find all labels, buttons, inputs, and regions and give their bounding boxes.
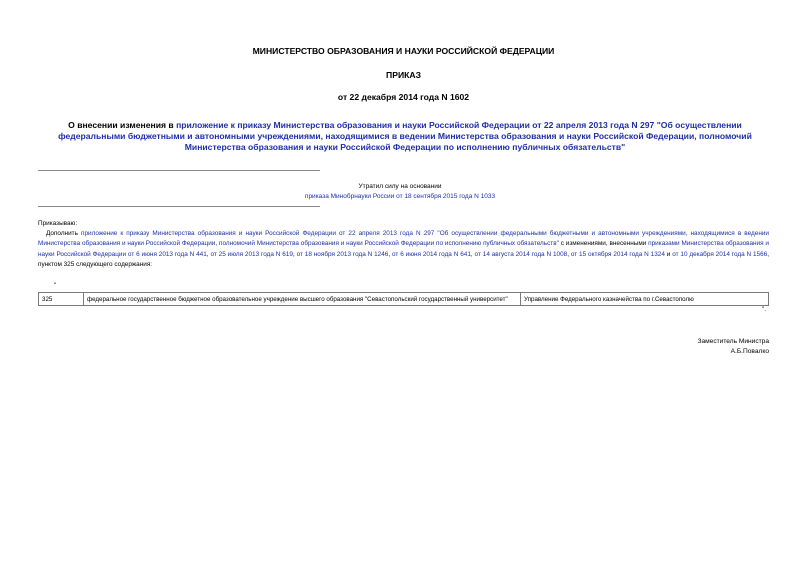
- sep: ,: [567, 250, 571, 258]
- doc-title: [50, 120, 760, 153]
- link-order-1566[interactable]: от 10 декабря 2014 года N 1566: [672, 250, 768, 258]
- link-order-1246[interactable]: от 18 ноября 2013 года N 1246: [296, 250, 389, 258]
- doc-type: ПРИКАЗ: [386, 70, 421, 80]
- link-order-641[interactable]: от 6 июня 2014 года N 641: [392, 250, 471, 258]
- doc-date: от 22 декабря 2014 года N 1602: [337, 92, 470, 102]
- sep: ,: [206, 250, 211, 258]
- lost-force-text: Утратил силу на основании: [358, 183, 442, 190]
- sep: ,: [470, 250, 475, 258]
- link-annex-297[interactable]: приложение к приказу Министерства образования и науки Российской Федерации от 22 апреля 2013 года N 297 "Об осуществлении федеральными бюджетными и автономными учреждениями, находящимися в ведении Министерства образования и науки Российской Федерации, полномочий Министерства образования и науки Российской Федерации по исполнению публичных обязательств": [38, 230, 769, 248]
- signatory-name: А.Б.Повалко: [730, 348, 769, 355]
- ministry-name: МИНИСТЕРСТВО ОБРАЗОВАНИЯ И НАУКИ РОССИЙСКОЙ ФЕДЕРАЦИИ: [252, 46, 555, 56]
- order-word: Приказываю:: [38, 220, 78, 227]
- link-order-441[interactable]: приказами Министерства образования и науки Российской Федерации от 6 июня 2013 года N 441: [38, 240, 769, 258]
- cell-number: 325: [39, 293, 84, 306]
- link-order-1324[interactable]: от 15 октября 2014 года N 1324: [570, 250, 665, 258]
- link-order-619[interactable]: от 25 июля 2013 года N 619: [210, 250, 293, 258]
- title-link[interactable]: приложение к приказу Министерства образования и науки Российской Федерации от 22 апреля 2013 года N 297 "Об осуществлении федеральными бюджетными и автономными учреждениями, находящимися в ведении Министерства образования и науки Российской Федерации, полномочий Министерства образования и науки Российской Федерации по исполнению публичных обязательств": [58, 120, 752, 152]
- signature-block: [697, 337, 769, 357]
- cell-organization: федеральное государственное бюджетное образовательное учреждение высшего образования "Севастопольский государственный университет": [84, 293, 521, 306]
- signatory-position: Заместитель Министра: [697, 338, 769, 345]
- quote-open: ": [54, 282, 57, 289]
- entries-table: [38, 292, 769, 306]
- lost-force-note: [200, 182, 600, 202]
- cell-treasury: Управление Федерального казначейства по г.Севастополю: [521, 293, 769, 306]
- divider-bottom: [38, 206, 320, 207]
- p-end: , пунктом 325 следующего содержания:: [38, 250, 769, 268]
- title-prefix: О внесении изменения в: [68, 120, 177, 130]
- lost-force-link[interactable]: приказа Минобрнауки России от 18 сентября 2015 года N 1033: [304, 193, 496, 200]
- quote-close: ".: [762, 306, 767, 313]
- sep: и: [664, 250, 673, 258]
- p-mid: с изменениями, внесенными: [558, 240, 649, 248]
- link-order-1008[interactable]: от 14 августа 2014 года N 1008: [474, 250, 568, 258]
- sep: ,: [292, 250, 297, 258]
- p-start: Дополнить: [46, 230, 81, 237]
- body-paragraph: [38, 229, 769, 270]
- table-row: [39, 293, 769, 306]
- sep: ,: [388, 250, 393, 258]
- divider-top: [38, 170, 320, 171]
